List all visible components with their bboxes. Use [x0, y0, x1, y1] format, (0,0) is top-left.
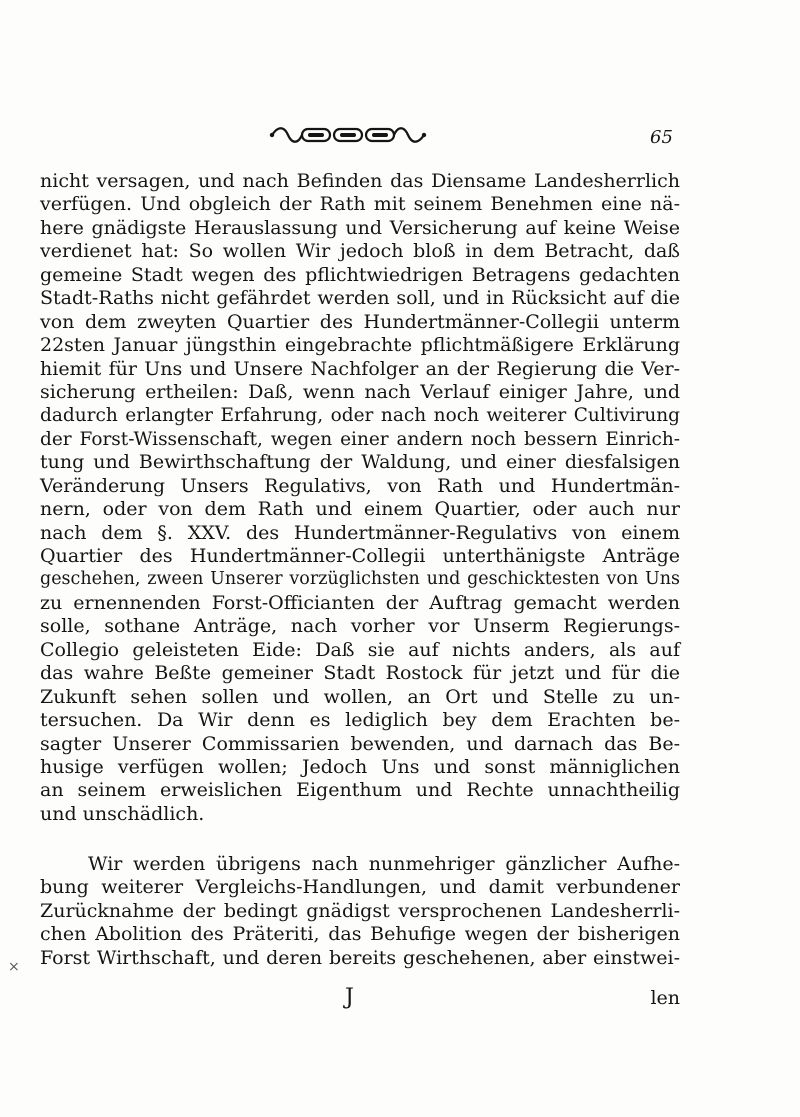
text-line: hiemit für Uns und Unsere Nachfolger an der Regierung die Ver- — [40, 357, 680, 380]
text-line: sagter Unserer Commissarien bewenden, und darnach das Be- — [40, 732, 680, 755]
text-line: husige verfügen wollen; Jedoch Uns und sonst männiglichen — [40, 755, 680, 778]
text-line: das wahre Beßte gemeiner Stadt Rostock für jetzt und für die — [40, 662, 680, 685]
text-line: here gnädigste Herauslassung und Versicherung auf keine Weise — [40, 216, 680, 239]
signature-mark: J — [345, 985, 354, 1010]
text-line: geschehen, zween Unserer vorzüglichsten und geschicktesten von Uns — [40, 569, 680, 590]
text-line: nach dem §. XXV. des Hundertmänner-Regulativs von einem — [40, 521, 680, 544]
text-line: Zukunft sehen sollen und wollen, an Ort und Stelle zu un- — [40, 685, 680, 708]
text-line: nicht versagen, und nach Befinden das Diensame Landesherrlich — [40, 170, 680, 192]
text-line: zu ernennenden Forst-Officianten der Auftrag gemacht werden — [40, 591, 680, 614]
text-line: sicherung ertheilen: Daß, wenn nach Verlauf einiger Jahre, und — [40, 380, 680, 403]
text-line: Veränderung Unsers Regulativs, von Rath und Hundertmän- — [40, 474, 680, 497]
page-footer — [40, 984, 680, 1012]
text-line: 22sten Januar jüngsthin eingebrachte pflichtmäßigere Erklärung — [40, 334, 680, 357]
page-number: 65 — [650, 127, 673, 148]
text-line: solle, sothane Anträge, nach vorher vor Unserm Regierungs- — [40, 615, 680, 638]
text-line: an seinem erweislichen Eigenthum und Rechte unnachtheilig — [40, 779, 680, 802]
paragraph-2 — [40, 853, 680, 970]
catchword: len — [650, 987, 680, 1009]
paragraph-1 — [40, 170, 680, 826]
text-line: Collegio geleisteten Eide: Daß sie auf nichts anders, als auf — [40, 638, 680, 661]
text-line: Quartier des Hundertmänner-Collegii unterthänigste Anträge — [40, 545, 680, 567]
text-line: tersuchen. Da Wir denn es lediglich bey dem Erachten be- — [40, 709, 680, 732]
text-line: tung und Bewirthschaftung der Waldung, und einer diesfalsigen — [40, 451, 680, 474]
text-line: Stadt-Raths nicht gefährdet werden soll, und in Rücksicht auf die — [40, 287, 680, 310]
text-line: gemeine Stadt wegen des pflichtwiedrigen Betragens gedachten — [40, 263, 680, 286]
text-line: verfügen. Und obgleich der Rath mit seinem Benehmen eine nä- — [40, 193, 680, 216]
text-line: Forst Wirthschaft, und deren bereits geschehenen, aber einstwei- — [40, 946, 680, 969]
text-line: dadurch erlangter Erfahrung, oder nach noch weiterer Cultivirung — [40, 405, 680, 427]
margin-mark: × — [8, 959, 20, 975]
text-line: Wir werden übrigens nach nunmehriger gänzlicher Aufhe- — [88, 853, 680, 875]
text-line: der Forst-Wissenschaft, wegen einer andern noch bessern Einrich- — [40, 428, 680, 450]
text-line: nern, oder von dem Rath und einem Quartier, oder auch nur — [40, 498, 680, 521]
text-line: und unschädlich. — [40, 802, 205, 825]
ornament-headpiece-icon — [268, 124, 428, 146]
text-line: bung weiterer Vergleichs-Handlungen, und damit verbundener — [40, 876, 680, 899]
text-line: Zurücknahme der bedingt gnädigst versprochenen Landesherrli- — [40, 899, 680, 922]
text-line: von dem zweyten Quartier des Hundertmänner-Collegii unterm — [40, 310, 680, 333]
text-line: verdienet hat: So wollen Wir jedoch bloß in dem Betracht, daß — [40, 240, 680, 263]
text-line: chen Abolition des Präteriti, das Behufige wegen der bisherigen — [40, 923, 680, 946]
